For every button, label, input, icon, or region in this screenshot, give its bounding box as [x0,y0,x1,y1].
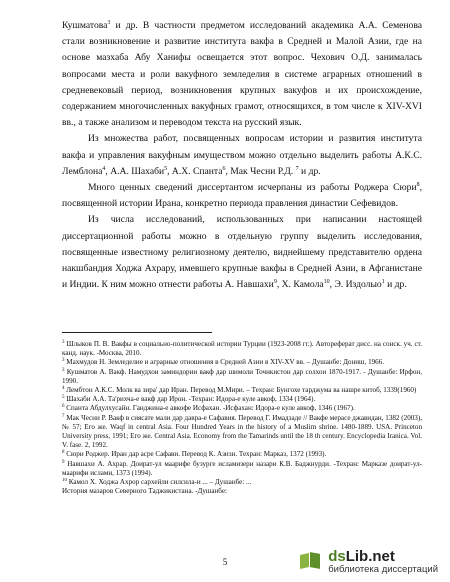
main-text [62,18,422,293]
text-run: Кушматова [62,20,108,31]
footnote-text: История мазаров Северного Таджикистана. -Душанбе: [62,487,227,496]
footnote [62,386,422,395]
footnote-text: Кушматов А. Вакф. Намудхои заминдории вакф дар шимоли Точикистон дар солхои 1870-1917. - Душанбе: Ирфон, 1990. [62,367,422,385]
footnote [62,368,422,386]
footnote-ref: 10 [323,279,330,286]
footnote-text: Спанта Абдулхусайн. Ганджина-е авкофе Исфахан. -Исфахан: Идора-е кулe авкоф, 1346 (1967). [64,404,355,413]
watermark-site [328,549,438,564]
footnote-text: Навшахи А. Ахрар. Доират-ул маарифе бузурге исламизери назари К.В. Баджнурди. -Техран: Марказе доират-ул- маарифи ислами, 1373 (1994). [62,459,422,477]
footnote-number: 7 [62,413,65,419]
footnote-ref: 6 [222,165,226,172]
footnote-number: 9 [62,459,65,465]
footnote-number: 4 [62,386,65,392]
paragraph-4 [62,212,422,293]
footnote-number: 3 [62,340,65,345]
footnote-number: 3 [62,358,65,364]
footnote [62,487,422,496]
footnote-text: Лембтон А.К.С. Молк ва зира' дар Иран. Перевод М.Мири. – Техран: Бунгохе тарджума ва нашре китоб, 1339(1960) [64,386,417,395]
footnote [62,460,422,478]
footnotes [62,340,422,496]
footnote [62,414,422,451]
paragraph-1 [62,18,422,131]
site-watermark[interactable] [296,547,442,577]
paragraph-3 [62,180,422,212]
footnote-text: Шлыков П. В. Вакфы в социально-политической истории Турции (1923-2008 гг.). Автореферат дисс. на соиск. уч. ст. канд. наук. -Москва, 2010. [62,340,422,358]
watermark-site-ds: ds [328,547,346,565]
footnote-number: 5 [62,395,65,401]
footnote [62,450,422,459]
text-run: и др. [384,279,407,291]
footnote-ref: 8 [416,182,420,189]
footnote-text: Махмудов Н. Земледелие и аграрные отношения в Средней Азии в XIV-XV вв. – Душанбе: Дониш, 1966. [64,358,385,367]
footnote-divider [62,332,212,333]
footnote-number: 8 [62,450,65,456]
watermark-subtitle: библиотека диссертаций [328,563,438,575]
footnote-ref: 1 [381,279,385,286]
footnote [62,478,422,487]
watermark-text [328,549,438,575]
footnote [62,340,422,358]
footnote-number: 10 [62,478,67,484]
footnote-ref: 7 [295,165,299,172]
text-run: , А.А. Шахаби [105,165,165,177]
footnote-text: Сюри Роджер. Иран дар асре Сафави. Перевод К. Азизи. Техран: Марказ, 1372 (1993). [64,450,327,459]
footnote-text: Камол Х. Ходжа Ахрор сархейли силсила-и ... – Душанбе: ... [67,478,252,487]
footnote-text: Шахаби А.А. Та'рихча-е вакф дар Ирон. -Техран: Идора-е кулe авкоф, 1334 (1964). [64,395,316,404]
footnote [62,358,422,367]
text-run: и др. [298,165,321,177]
footnote-ref: 4 [102,165,106,172]
text-run: , Х. Камола [276,279,324,291]
footnote [62,395,422,404]
footnote-ref: 5 [164,165,168,172]
footnote [62,404,422,413]
paragraph-2 [62,131,422,180]
text-run: , А.Х. Спанта [167,165,223,177]
text-run: Из множества работ, посвященных вопросам истории и развития института вакфа и управления вакуфным имуществом можно отдельно выделить работы А.К.С. Лемблона [62,133,422,177]
book-logo-icon [298,550,324,572]
text-run: , посвященной истории Ирана, конкретно периода правления династии Сефевидов. [62,182,422,210]
footnote-ref: 9 [273,279,277,286]
page-number: 5 [222,557,228,567]
text-run: и др. В частности предметом исследований академика А.А. Семенова стали возникновение и развитие института вакфа в Средней и Малой Азии, где на основе мазхаба Абу Ханифы освещается этот вопрос. Чехович О.Д. занималась вопросами места и роли вакуфного земледелия в системе аграрных отношений в средневековый период, возникновения крупных вакуфов и их происхождение, содержанием многочисленных вакуфных грамот, относящихся, в том числе к XIV-XVI вв., а также анализом и переводом текста на русский язык. [62,20,422,129]
footnote-text: Мак Чесни Р. Вакф в сиясате мали дар давра-е Сафавия. Перевод Г. Имадзаде // Вакфе мерасе джавидан, 1382 (2003), № 57; Его же. Waqf in central Asia. Four Hundred Years in the history of a Muslim shrine. 1480-1889. USA. Princeton University press, 1991; Его же. Central Asia. Economy from the Tamarinds until the 18 th century. Encyclopedia Iranica. Vol. V. fase. 2, 1992. [62,413,422,450]
text-run: , Мак Чесни Р.Д. [225,165,296,177]
footnote-number: 3 [62,367,65,373]
watermark-site-rest: Lib.net [345,547,395,565]
text-run: Много ценных сведений диссертантом исчерпаны из работы Роджера Сюри [88,182,417,194]
text-run: , Э. Издолыо [329,279,382,291]
footnote-number: 6 [62,404,65,410]
footnote-ref: 3 [107,20,111,26]
text-run: Из числа исследований, использованных при написании настоящей диссертационной работы можно в отдельную группу выделить исследования, посвященные известному религиозному деятелю, виднейшему представителю ордена накшбандия Ходжа Ахрару, имевшего крупные вакфы в Средней Азии, в Афганистане и Индии. К ним можно отнести работы А. Навшахи [62,214,422,291]
